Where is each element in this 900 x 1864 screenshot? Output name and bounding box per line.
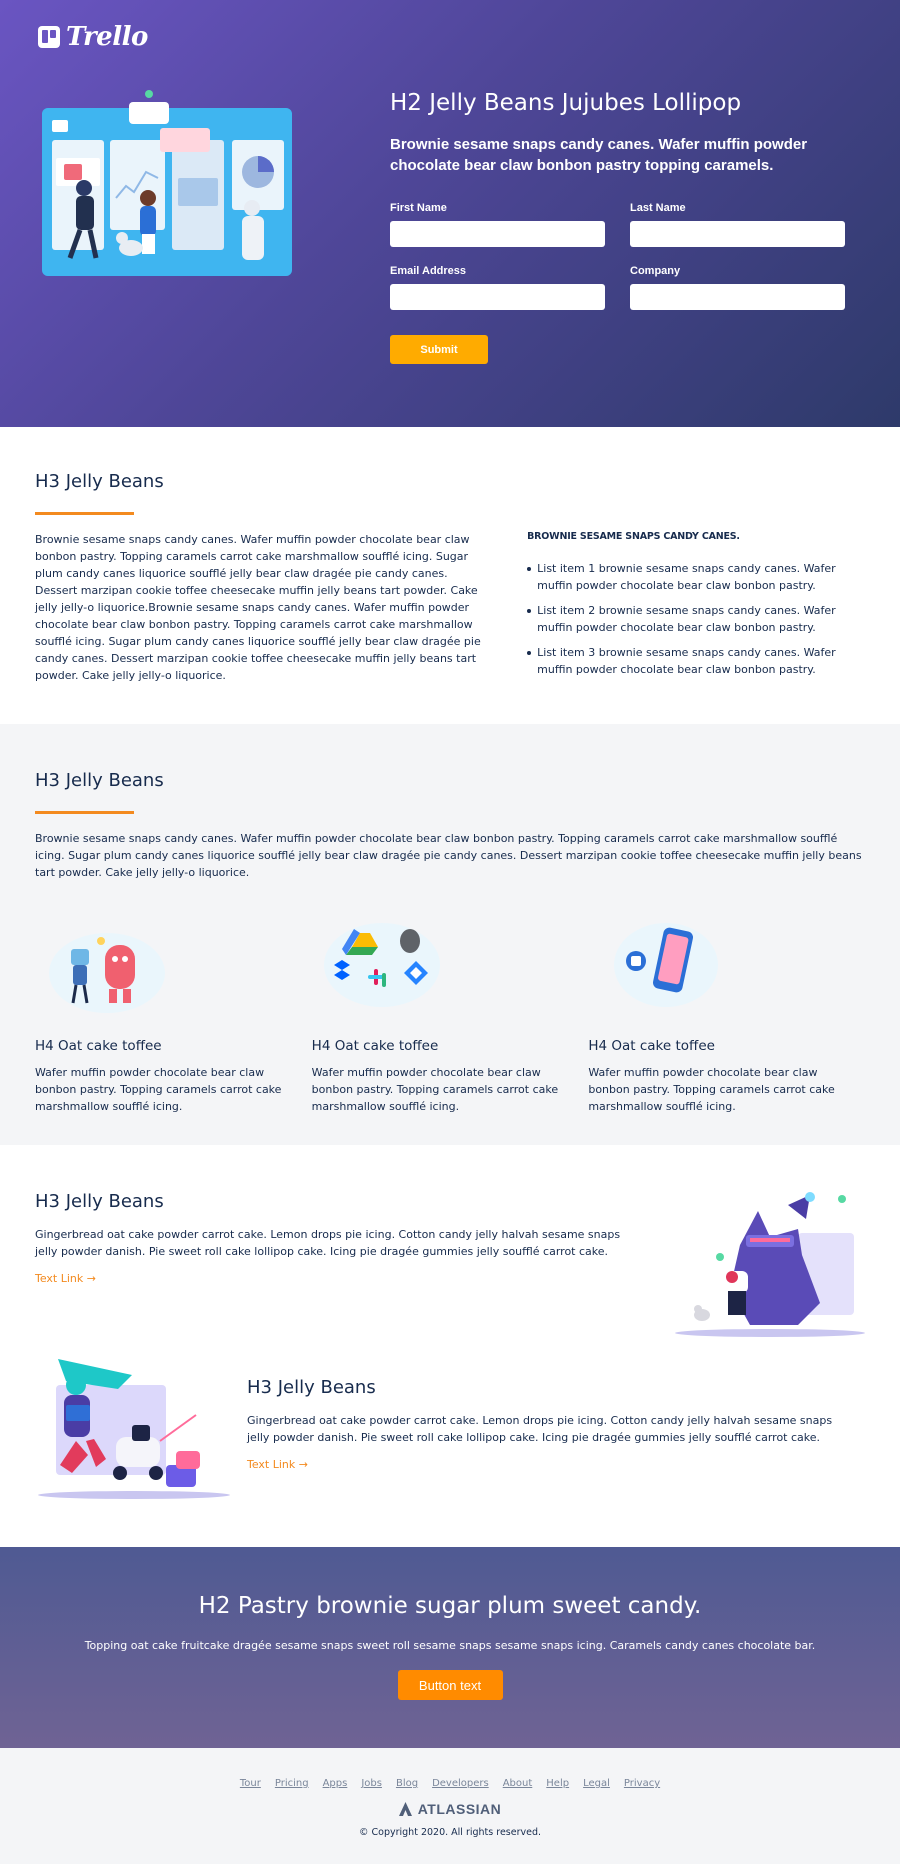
text-link[interactable]: Text Link →	[247, 1458, 308, 1471]
company-label: Company	[630, 265, 681, 277]
feature-title: H4 Oat cake toffee	[588, 1038, 715, 1054]
footer-link-blog[interactable]: Blog	[395, 1778, 419, 1789]
first-name-group	[390, 202, 605, 247]
trello-logo-icon	[38, 26, 60, 48]
feature-card	[588, 915, 865, 1115]
last-name-input[interactable]	[630, 221, 845, 247]
cta-body: Topping oat cake fruitcake dragée sesame snaps sweet roll sesame snaps sesame snaps icing. Caramels candy canes chocolate bar.	[84, 1639, 816, 1652]
feature-title: H4 Oat cake toffee	[35, 1038, 162, 1054]
media-row	[247, 1377, 857, 1471]
feature-body: Wafer muffin powder chocolate bear claw bonbon pastry. Topping caramels carrot cake marshmallow soufflé icing.	[311, 1066, 559, 1113]
list-item: List item 2 brownie sesame snaps candy canes. Wafer muffin powder chocolate bear claw bonbon pastry.	[527, 602, 865, 636]
atlassian-wordmark: ATLASSIAN	[417, 1801, 502, 1817]
robot-dog-illustration	[670, 1185, 870, 1345]
feature-card	[312, 915, 589, 1115]
hero-subtitle: Brownie sesame snaps candy canes. Wafer muffin powder chocolate bear claw bonbon pastry topping caramels.	[390, 136, 808, 174]
section2-intro: Brownie sesame snaps candy canes. Wafer muffin powder chocolate bear claw bonbon pastry. Topping caramels carrot cake marshmallow soufflé icing. Sugar plum candy canes liquorice soufflé jelly bear claw dragée pie candy canes. Dessert marzipan cookie toffee cheesecake muffin jelly beans tart powder. Cake jelly jelly-o liquorice.	[35, 832, 862, 879]
section2-divider	[35, 811, 134, 814]
last-name-group	[630, 202, 845, 247]
list-item: List item 3 brownie sesame snaps candy canes. Wafer muffin powder chocolate bear claw bonbon pastry.	[527, 644, 865, 678]
section2-title: H3 Jelly Beans	[35, 770, 164, 791]
company-input[interactable]	[630, 284, 845, 310]
last-name-label: Last Name	[630, 202, 686, 214]
signup-form	[390, 202, 870, 310]
person-robot-illustration	[36, 1355, 231, 1505]
phone-illustration	[588, 915, 728, 1015]
footer-nav	[0, 1778, 900, 1789]
email-input[interactable]	[390, 284, 605, 310]
footer-link-legal[interactable]: Legal	[583, 1778, 610, 1789]
list-item: List item 1 brownie sesame snaps candy canes. Wafer muffin powder chocolate bear claw bonbon pastry.	[527, 560, 865, 594]
copyright: © Copyright 2020. All rights reserved.	[358, 1827, 542, 1838]
feature-body: Wafer muffin powder chocolate bear claw bonbon pastry. Topping caramels carrot cake marshmallow soufflé icing.	[35, 1066, 282, 1113]
footer-link-tour[interactable]: Tour	[239, 1778, 261, 1789]
trello-logo[interactable]	[38, 22, 148, 52]
company-group	[630, 265, 845, 310]
section1-body: Brownie sesame snaps candy canes. Wafer muffin powder chocolate bear claw bonbon pastry. Topping caramels carrot cake marshmallow soufflé icing. Sugar plum candy canes liquorice soufflé jelly bear claw dragée pie candy canes. Dessert marzipan cookie toffee cheesecake muffin jelly beans tart powder. Cake jelly jelly-o liquorice.Brownie sesame snaps candy canes. Wafer muffin powder chocolate bear claw bonbon pastry. Topping caramels carrot cake marshmallow soufflé icing. Sugar plum candy canes liquorice soufflé jelly bear claw dragée pie candy canes. Dessert marzipan cookie toffee cheesecake muffin jelly beans tart powder. Cake jelly jelly-o liquorice.	[35, 533, 481, 682]
app-integrations-illustration	[312, 915, 452, 1015]
submit-button[interactable]: Submit	[390, 335, 488, 364]
footer-link-about[interactable]: About	[502, 1778, 533, 1789]
row-title: H3 Jelly Beans	[35, 1191, 164, 1212]
media-rows-section	[0, 1145, 900, 1547]
section1-divider	[35, 512, 134, 515]
cta-title: H2 Pastry brownie sugar plum sweet candy.	[198, 1593, 702, 1619]
cta-button[interactable]: Button text	[398, 1670, 503, 1700]
board-team-illustration	[34, 88, 304, 288]
email-group	[390, 265, 605, 310]
cta-section	[0, 1547, 900, 1748]
features-section	[0, 724, 900, 1145]
hero-section	[0, 0, 900, 427]
email-label: Email Address	[390, 265, 467, 277]
footer-link-privacy[interactable]: Privacy	[623, 1778, 661, 1789]
footer-link-jobs[interactable]: Jobs	[361, 1778, 382, 1789]
footer-link-pricing[interactable]: Pricing	[274, 1778, 309, 1789]
brand-name: Trello	[66, 22, 148, 52]
footer-link-apps[interactable]: Apps	[322, 1778, 348, 1789]
footer-link-help[interactable]: Help	[546, 1778, 570, 1789]
text-link[interactable]: Text Link →	[35, 1272, 96, 1285]
feature-title: H4 Oat cake toffee	[311, 1038, 439, 1054]
row-title: H3 Jelly Beans	[247, 1377, 376, 1398]
footer	[0, 1748, 900, 1864]
section1-title: H3 Jelly Beans	[35, 471, 164, 492]
section1-list	[527, 560, 865, 678]
hero-title: H2 Jelly Beans Jujubes Lollipop	[390, 90, 742, 116]
row-body: Gingerbread oat cake powder carrot cake. Lemon drops pie icing. Cotton candy jelly halvah sesame snaps jelly powder danish. Pie sweet roll cake lollipop cake. Icing pie dragée gummies jelly soufflé carrot cake.	[247, 1414, 833, 1444]
section1-list-heading: BROWNIE SESAME SNAPS CANDY CANES.	[527, 531, 740, 542]
atlassian-icon	[399, 1802, 412, 1816]
atlassian-logo[interactable]	[0, 1801, 900, 1817]
robot-monster-illustration	[35, 915, 175, 1015]
first-name-input[interactable]	[390, 221, 605, 247]
row-body: Gingerbread oat cake powder carrot cake. Lemon drops pie icing. Cotton candy jelly halvah sesame snaps jelly powder danish. Pie sweet roll cake lollipop cake. Icing pie dragée gummies jelly soufflé carrot cake.	[35, 1228, 621, 1258]
feature-card	[35, 915, 312, 1115]
text-list-section	[0, 427, 900, 724]
media-row	[35, 1191, 635, 1285]
first-name-label: First Name	[390, 202, 447, 214]
footer-link-developers[interactable]: Developers	[432, 1778, 489, 1789]
feature-body: Wafer muffin powder chocolate bear claw bonbon pastry. Topping caramels carrot cake marshmallow soufflé icing.	[588, 1066, 835, 1113]
